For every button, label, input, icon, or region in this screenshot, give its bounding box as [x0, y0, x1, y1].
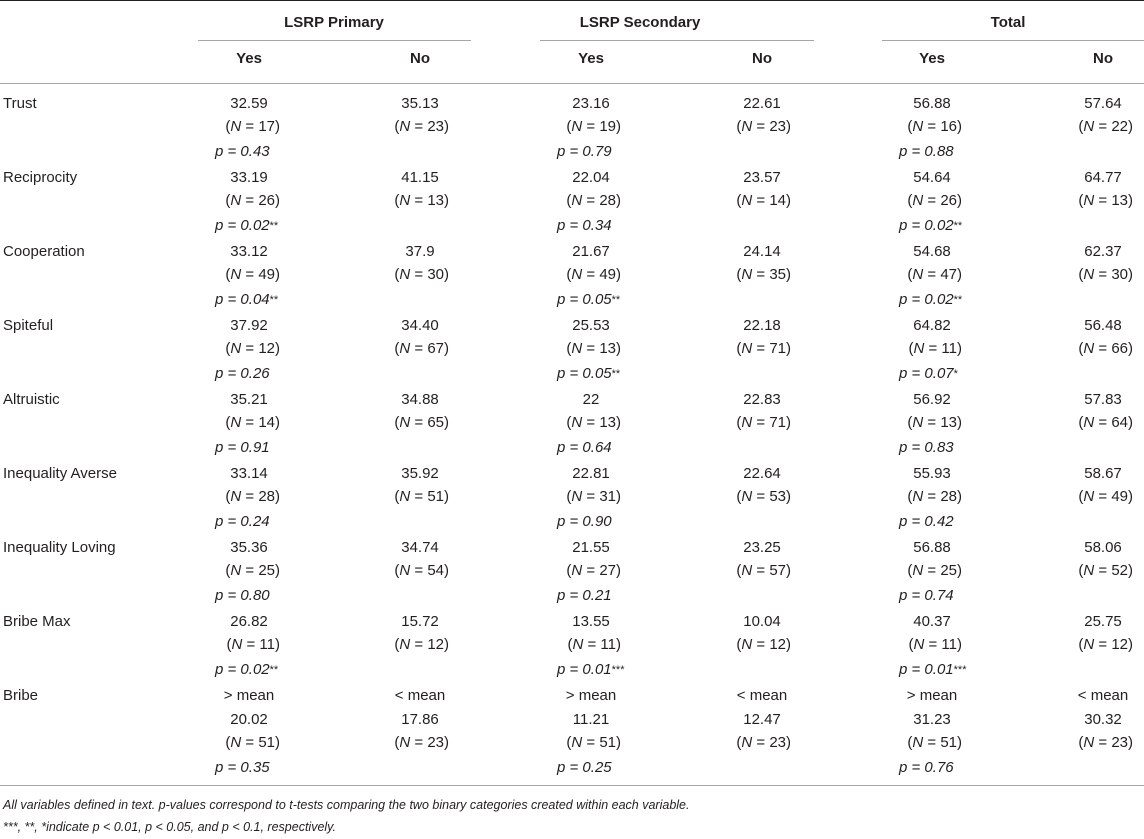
- cell-n: (N = 64): [1078, 414, 1133, 431]
- p-value: p = 0.76: [899, 759, 954, 776]
- cell-mean: 22.04: [572, 169, 610, 186]
- cell-mean: 11.21: [572, 711, 610, 728]
- bottom-rule: [0, 785, 1144, 786]
- cell-mean: 20.02: [230, 711, 268, 728]
- cell-mean: 58.67: [1084, 465, 1122, 482]
- cell-mean: 22.83: [743, 391, 781, 408]
- comparison-label: > mean: [223, 687, 275, 704]
- cell-n: (N = 23): [394, 118, 449, 135]
- cell-n: (N = 51): [394, 488, 449, 505]
- top-rule: [0, 0, 1144, 1]
- cell-mean: 22.18: [743, 317, 781, 334]
- row-label: Reciprocity: [3, 169, 78, 186]
- row-label: Altruistic: [3, 391, 60, 408]
- cell-mean: 21.67: [572, 243, 610, 260]
- cell-mean: 37.92: [230, 317, 268, 334]
- cell-n: (N = 57): [736, 562, 791, 579]
- p-value: p = 0.79: [557, 143, 612, 160]
- column-subheader: Yes: [919, 50, 945, 67]
- cell-mean: 56.92: [913, 391, 951, 408]
- cell-mean: 22.61: [743, 95, 781, 112]
- cell-mean: 56.88: [913, 95, 951, 112]
- cell-mean: 12.47: [743, 711, 781, 728]
- cell-mean: 33.19: [230, 169, 268, 186]
- cell-mean: 23.16: [572, 95, 610, 112]
- p-value: p = 0.01***: [899, 661, 967, 678]
- cell-mean: 64.82: [913, 317, 951, 334]
- cell-n: (N = 31): [566, 488, 621, 505]
- cell-n: (N = 12): [736, 636, 791, 653]
- p-value: p = 0.35: [215, 759, 270, 776]
- comparison-label: > mean: [906, 687, 958, 704]
- cell-n: (N = 28): [907, 488, 962, 505]
- p-value: p = 0.01***: [557, 661, 625, 678]
- cell-mean: 17.86: [401, 711, 439, 728]
- cell-n: (N = 27): [566, 562, 621, 579]
- cell-mean: 32.59: [230, 95, 268, 112]
- cell-mean: 64.77: [1084, 169, 1122, 186]
- p-value: p = 0.07*: [899, 365, 958, 382]
- cell-n: (N = 28): [566, 192, 621, 209]
- cell-n: (N = 12): [394, 636, 449, 653]
- table-footnote: All variables defined in text. p-values correspond to t-tests comparing the two binary categories created within each variable.: [3, 798, 690, 812]
- cell-n: (N = 19): [566, 118, 621, 135]
- cell-mean: 26.82: [230, 613, 268, 630]
- p-value: p = 0.42: [899, 513, 954, 530]
- cell-n: (N = 71): [736, 414, 791, 431]
- group-header: Total: [990, 14, 1026, 31]
- cell-n: (N = 17): [225, 118, 280, 135]
- p-value: p = 0.74: [899, 587, 954, 604]
- p-value: p = 0.04**: [215, 291, 279, 308]
- cell-n: (N = 51): [907, 734, 962, 751]
- cell-mean: 57.64: [1084, 95, 1122, 112]
- cell-n: (N = 12): [1078, 636, 1133, 653]
- cell-n: (N = 13): [566, 340, 621, 357]
- cell-mean: 33.14: [230, 465, 268, 482]
- cell-mean: 35.21: [230, 391, 268, 408]
- p-value: p = 0.21: [557, 587, 612, 604]
- cell-mean: 34.88: [401, 391, 439, 408]
- row-label: Inequality Loving: [3, 539, 116, 556]
- p-value: p = 0.91: [215, 439, 270, 456]
- cell-mean: 25.75: [1084, 613, 1122, 630]
- p-value: p = 0.88: [899, 143, 954, 160]
- cell-n: (N = 51): [566, 734, 621, 751]
- cell-n: (N = 23): [1078, 734, 1133, 751]
- cell-n: (N = 49): [225, 266, 280, 283]
- cell-mean: 37.9: [405, 243, 435, 260]
- cell-mean: 54.64: [913, 169, 951, 186]
- cell-mean: 10.04: [743, 613, 781, 630]
- cell-mean: 57.83: [1084, 391, 1122, 408]
- column-subheader: Yes: [236, 50, 262, 67]
- comparison-label: < mean: [736, 687, 788, 704]
- cell-mean: 56.48: [1084, 317, 1122, 334]
- cell-n: (N = 23): [736, 734, 791, 751]
- cell-mean: 15.72: [401, 613, 439, 630]
- cell-n: (N = 52): [1078, 562, 1133, 579]
- cell-n: (N = 25): [225, 562, 280, 579]
- cell-mean: 23.25: [743, 539, 781, 556]
- cell-mean: 35.36: [230, 539, 268, 556]
- p-value: p = 0.02**: [215, 661, 279, 678]
- row-label: Bribe Max: [3, 613, 71, 630]
- cell-n: (N = 54): [394, 562, 449, 579]
- cell-mean: 13.55: [572, 613, 610, 630]
- cell-n: (N = 11): [908, 636, 962, 653]
- p-value: p = 0.26: [215, 365, 270, 382]
- group-header: LSRP Primary: [284, 14, 384, 31]
- cell-mean: 56.88: [913, 539, 951, 556]
- cell-n: (N = 13): [907, 414, 962, 431]
- cell-mean: 35.92: [401, 465, 439, 482]
- p-value: p = 0.05**: [557, 291, 621, 308]
- cell-n: (N = 22): [1078, 118, 1133, 135]
- p-value: p = 0.24: [215, 513, 270, 530]
- p-value: p = 0.90: [557, 513, 612, 530]
- comparison-label: < mean: [394, 687, 446, 704]
- cell-n: (N = 13): [566, 414, 621, 431]
- cell-n: (N = 71): [736, 340, 791, 357]
- cell-mean: 25.53: [572, 317, 610, 334]
- cell-mean: 23.57: [743, 169, 781, 186]
- cell-n: (N = 67): [394, 340, 449, 357]
- cell-n: (N = 49): [1078, 488, 1133, 505]
- cell-mean: 34.74: [401, 539, 439, 556]
- cell-n: (N = 35): [736, 266, 791, 283]
- cell-n: (N = 14): [736, 192, 791, 209]
- cell-n: (N = 23): [736, 118, 791, 135]
- cell-mean: 34.40: [401, 317, 439, 334]
- cell-n: (N = 30): [394, 266, 449, 283]
- column-subheader: No: [410, 50, 430, 67]
- row-label: Trust: [3, 95, 37, 112]
- cell-n: (N = 23): [394, 734, 449, 751]
- cell-mean: 22.81: [572, 465, 610, 482]
- cell-mean: 22: [582, 391, 600, 408]
- p-value: p = 0.80: [215, 587, 270, 604]
- cell-n: (N = 51): [225, 734, 280, 751]
- cell-mean: 58.06: [1084, 539, 1122, 556]
- cell-n: (N = 30): [1078, 266, 1133, 283]
- column-subheader: No: [1093, 50, 1113, 67]
- cell-mean: 22.64: [743, 465, 781, 482]
- group-header: LSRP Secondary: [579, 14, 701, 31]
- cell-n: (N = 11): [226, 636, 280, 653]
- cell-mean: 41.15: [401, 169, 439, 186]
- cell-n: (N = 14): [225, 414, 280, 431]
- p-value: p = 0.02**: [215, 217, 279, 234]
- header-rule: [0, 83, 1144, 84]
- cell-n: (N = 26): [225, 192, 280, 209]
- cell-mean: 21.55: [572, 539, 610, 556]
- column-subheader: No: [752, 50, 772, 67]
- p-value: p = 0.43: [215, 143, 270, 160]
- cell-n: (N = 11): [567, 636, 621, 653]
- row-label: Inequality Averse: [3, 465, 117, 482]
- cell-n: (N = 25): [907, 562, 962, 579]
- row-label: Spiteful: [3, 317, 54, 334]
- p-value: p = 0.25: [557, 759, 612, 776]
- table-footnote: ***, **, *indicate p < 0.01, p < 0.05, and p < 0.1, respectively.: [3, 820, 336, 834]
- cell-n: (N = 65): [394, 414, 449, 431]
- p-value: p = 0.02**: [899, 217, 963, 234]
- cell-n: (N = 26): [907, 192, 962, 209]
- cell-n: (N = 49): [566, 266, 621, 283]
- p-value: p = 0.64: [557, 439, 612, 456]
- cell-mean: 54.68: [913, 243, 951, 260]
- cell-mean: 31.23: [913, 711, 951, 728]
- group-header-rule: [540, 40, 814, 41]
- cell-mean: 35.13: [401, 95, 439, 112]
- cell-mean: 55.93: [913, 465, 951, 482]
- cell-n: (N = 66): [1078, 340, 1133, 357]
- cell-n: (N = 13): [394, 192, 449, 209]
- cell-mean: 33.12: [230, 243, 268, 260]
- p-value: p = 0.05**: [557, 365, 621, 382]
- cell-n: (N = 16): [907, 118, 962, 135]
- p-value: p = 0.83: [899, 439, 954, 456]
- p-value: p = 0.34: [557, 217, 612, 234]
- cell-n: (N = 47): [907, 266, 962, 283]
- column-subheader: Yes: [578, 50, 604, 67]
- row-label: Cooperation: [3, 243, 85, 260]
- group-header-rule: [198, 40, 471, 41]
- comparison-label: > mean: [565, 687, 617, 704]
- row-label: Bribe: [3, 687, 39, 704]
- cell-n: (N = 28): [225, 488, 280, 505]
- p-value: p = 0.02**: [899, 291, 963, 308]
- cell-n: (N = 11): [908, 340, 962, 357]
- cell-n: (N = 13): [1078, 192, 1133, 209]
- cell-mean: 40.37: [913, 613, 951, 630]
- cell-mean: 24.14: [743, 243, 781, 260]
- cell-mean: 62.37: [1084, 243, 1122, 260]
- group-header-rule: [882, 40, 1144, 41]
- cell-mean: 30.32: [1084, 711, 1122, 728]
- cell-n: (N = 53): [736, 488, 791, 505]
- comparison-label: < mean: [1077, 687, 1129, 704]
- cell-n: (N = 12): [225, 340, 280, 357]
